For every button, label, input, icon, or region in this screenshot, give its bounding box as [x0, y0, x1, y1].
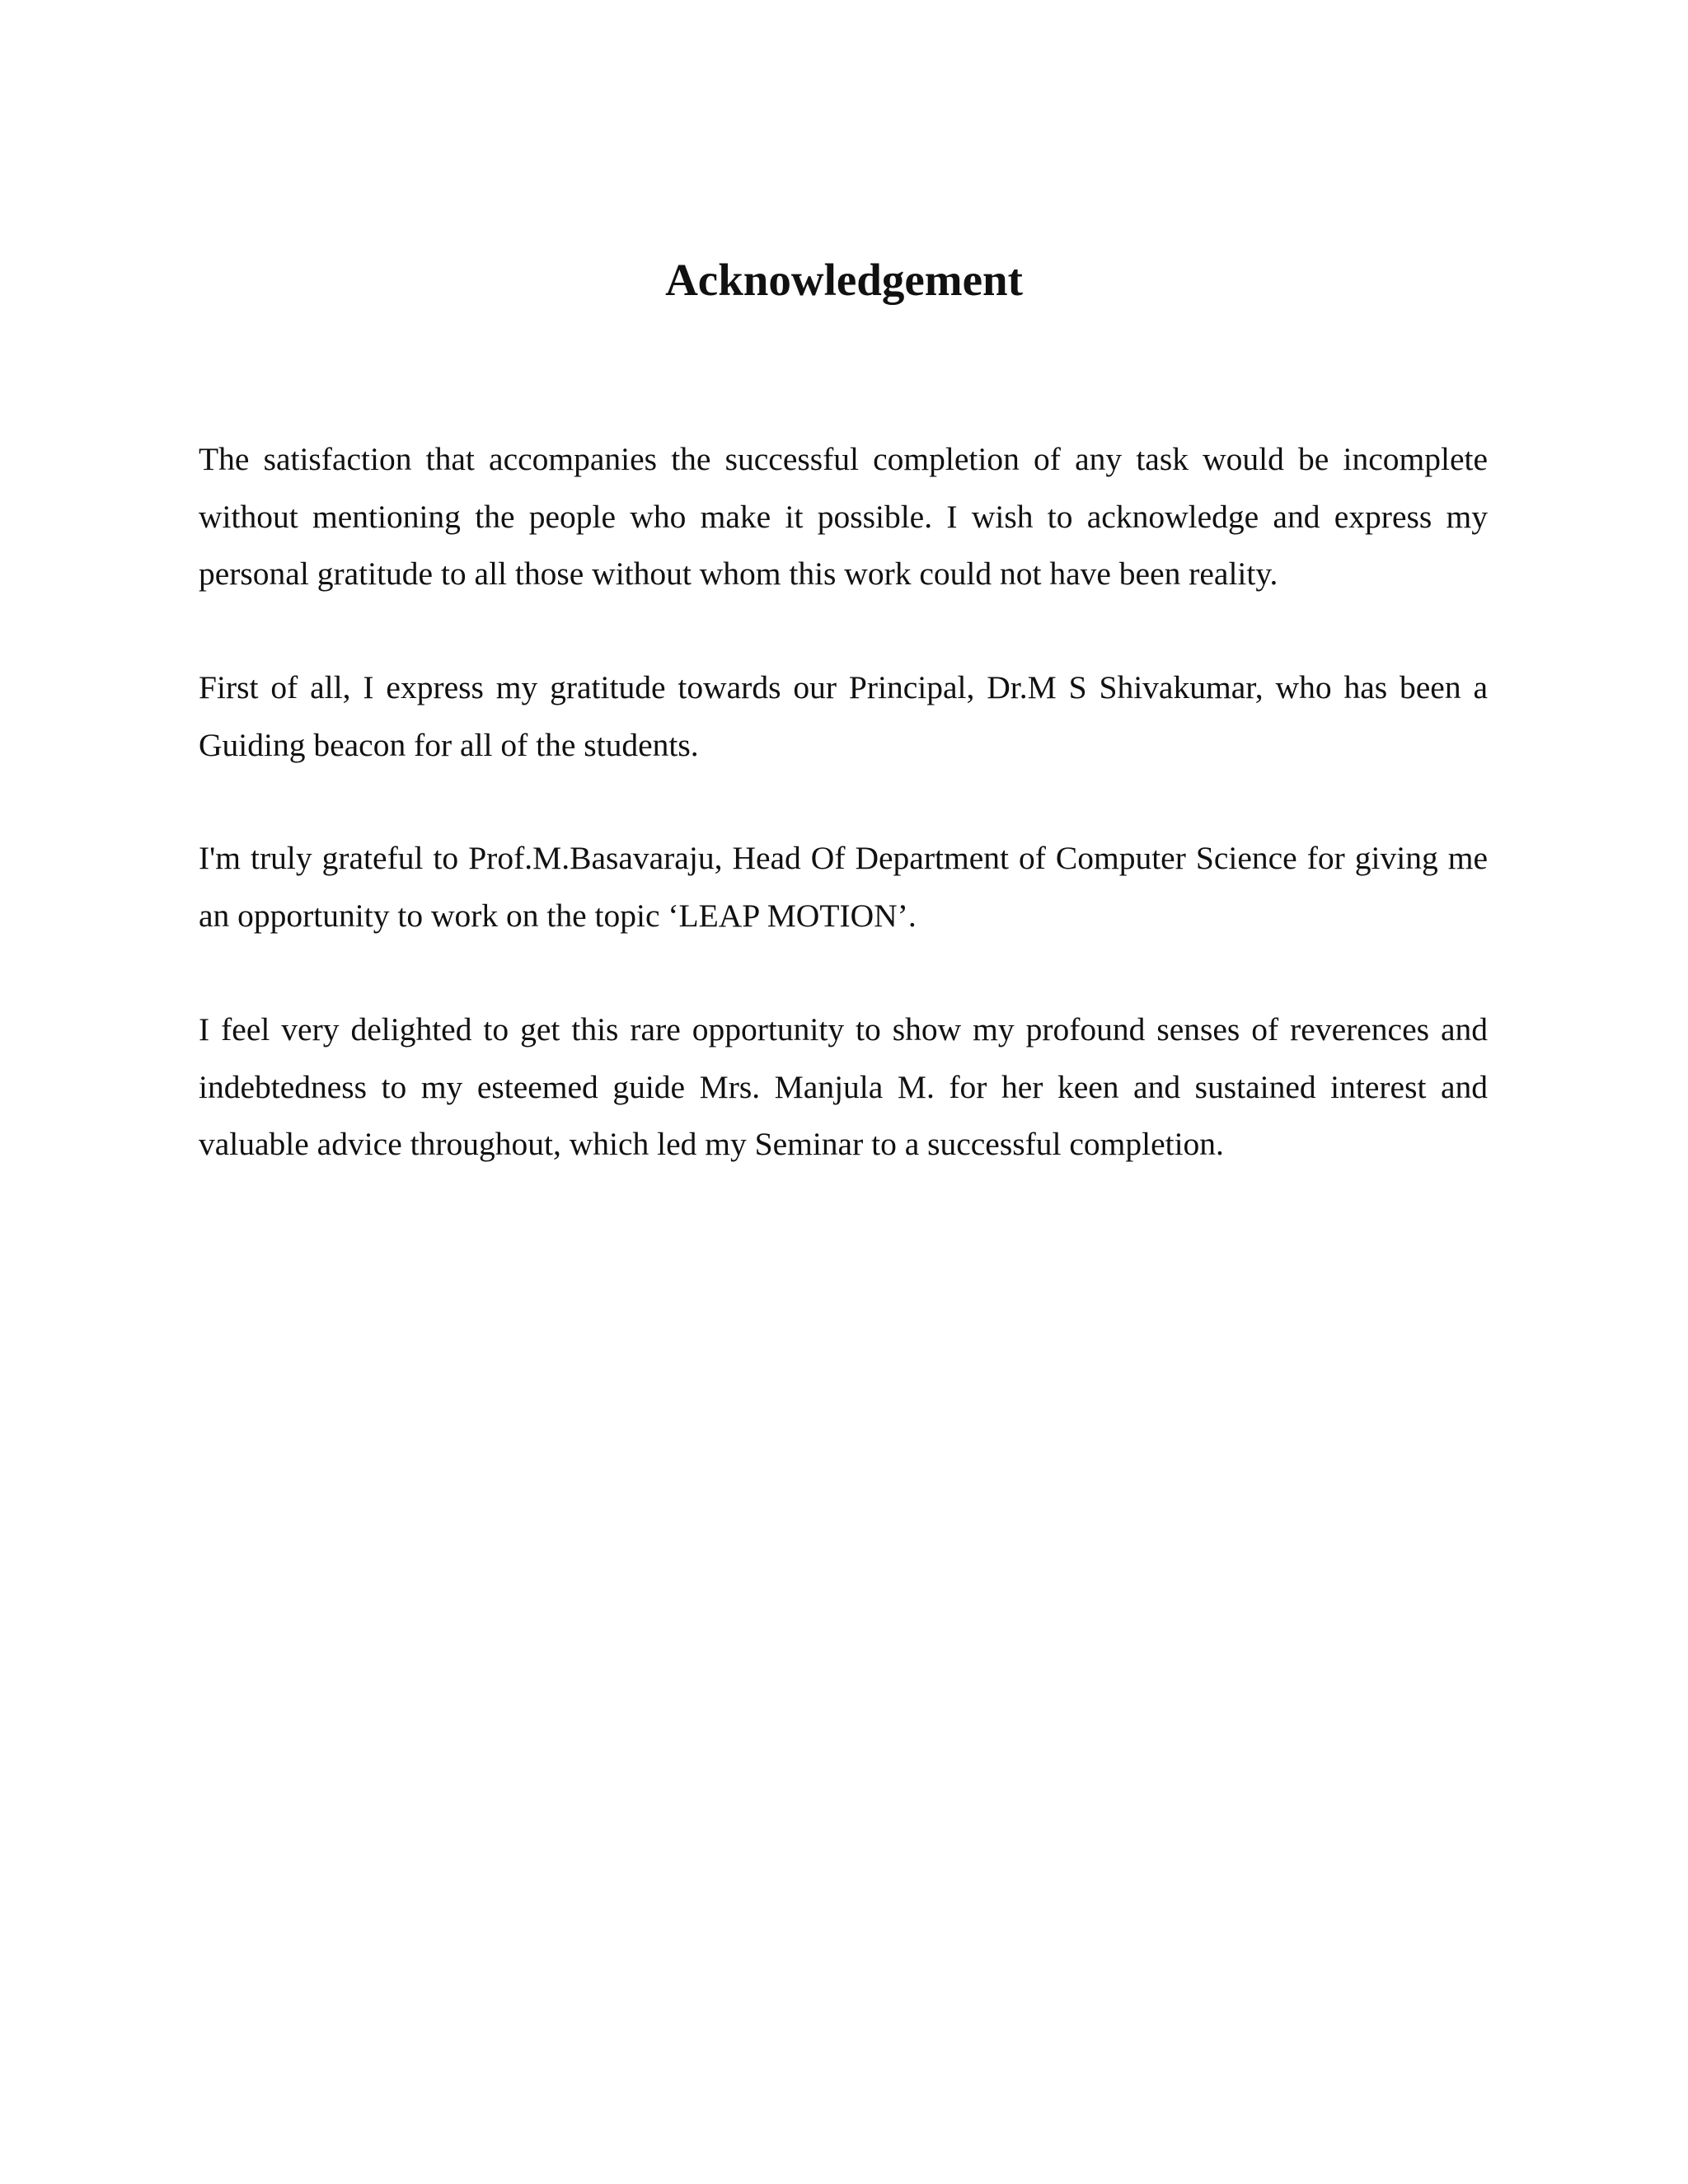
paragraph-2: First of all, I express my gratitude towards our Principal, Dr.M S Shivakumar, who has been a Guiding beacon for all of the students.	[199, 669, 1488, 763]
page-title: Acknowledgement	[665, 255, 1023, 305]
paragraph-1: The satisfaction that accompanies the successful completion of any task would be incomplete without mentioning the people who make it possible. I wish to acknowledge and express my personal gratitude to all those without whom this work could not have been reality.	[199, 441, 1488, 592]
paragraph-4: I feel very delighted to get this rare opportunity to show my profound senses of reverences and indebtedness to my esteemed guide Mrs. Manjula M. for her keen and sustained interest and valuable advice throughout, which led my Seminar to a successful completion.	[199, 1011, 1488, 1162]
paragraph-3: I'm truly grateful to Prof.M.Basavaraju, Head Of Department of Computer Science for giving me an opportunity to work on the topic ‘LEAP MOTION’.	[199, 840, 1488, 934]
